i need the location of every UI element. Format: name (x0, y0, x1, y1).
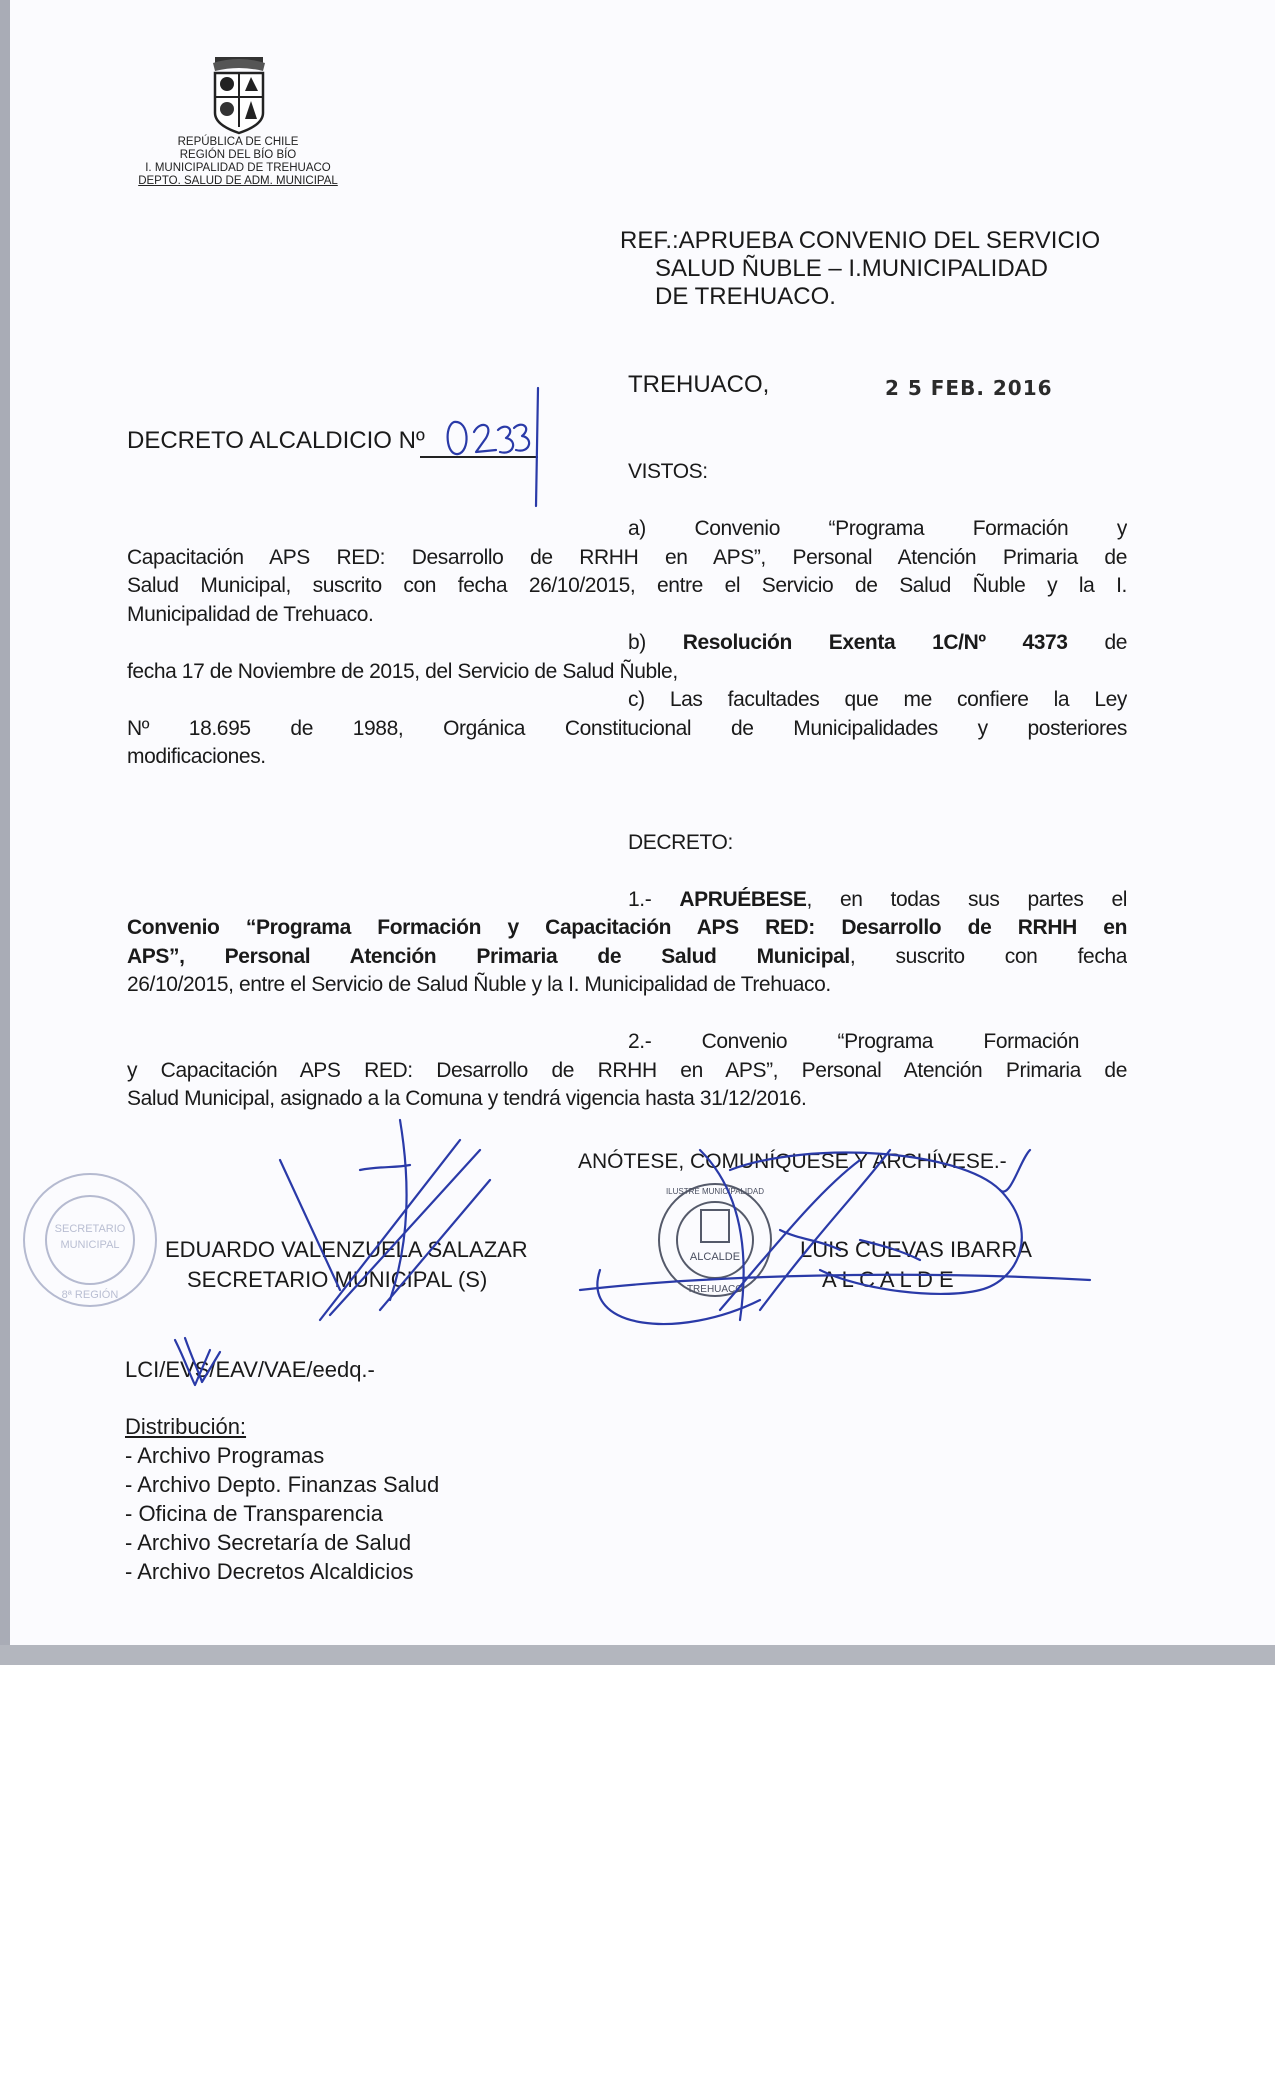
decreto-2-line: 2.- Convenio “Programa Formación (628, 1030, 1079, 1053)
decree-label: DECRETO ALCALDICIO Nº (127, 427, 425, 454)
secretary-seal-text: SECRETARIO (54, 1223, 126, 1235)
vistos-a-line: Capacitación APS RED: Desarrollo de RRHH en APS”, Personal Atención Primaria de (127, 545, 1127, 569)
decreto-heading: DECRETO: (628, 830, 733, 854)
mayor-name: LUIS CUEVAS IBARRA (800, 1237, 1032, 1262)
vistos-a-line: Salud Municipal, suscrito con fecha 26/10/2015, entre el Servicio de Salud Ñuble y la I. (127, 574, 1127, 597)
distribution-item: - Archivo Programas (125, 1443, 325, 1468)
vistos-c-line: c) Las facultades que me confiere la Ley (628, 688, 1127, 711)
mayor-seal-text: ILUSTRE MUNICIPALIDAD (665, 1187, 765, 1196)
mayor-title: A L C A L D E (822, 1267, 954, 1292)
typist-initials: LCI/EVS/EAV/VAE/eedq.- (125, 1357, 375, 1382)
date-stamp: 2 5 FEB. 2016 (885, 376, 1053, 400)
vistos-b-prefix: b) (628, 631, 646, 654)
secretary-seal-text: MUNICIPAL (60, 1239, 120, 1251)
decreto-1-line3-rest: , suscrito con fecha (849, 944, 1127, 968)
spacer (127, 857, 1127, 886)
decreto-1-convenio-title-cont: APS”, Personal Atención Primaria de Salud Municipal (127, 944, 850, 968)
decreto-1-line: 26/10/2015, entre el Servicio de Salud Ñuble y la I. Municipalidad de Trehuaco. (127, 973, 831, 996)
decreto-2-line: y Capacitación APS RED: Desarrollo de RRHH en APS”, Personal Atención Primaria de (127, 1058, 1127, 1082)
letterhead-line-municipality: I. MUNICIPALIDAD DE TREHUACO (145, 162, 331, 174)
secretary-seal-text: 8ª REGIÓN (61, 1289, 119, 1301)
reference-line-2: SALUD ÑUBLE – I.MUNICIPALIDAD (655, 255, 1048, 282)
secretary-seal-stamp (20, 1170, 160, 1310)
reference-line-3: DE TREHUACO. (655, 283, 836, 310)
decreto-1-convenio-title: Convenio “Programa Formación y Capacitación APS RED: Desarrollo de RRHH en (127, 916, 1127, 939)
distribution-heading: Distribución: (125, 1414, 247, 1439)
spacer (127, 772, 1127, 829)
decreto-2-line: Salud Municipal, asignado a la Comuna y tendrá vigencia hasta 31/12/2016. (127, 1087, 807, 1110)
mayor-seal-text: TREHUACO (686, 1284, 744, 1295)
spacer (127, 487, 1127, 516)
closing-formula: ANÓTESE, COMUNÍQUESE Y ARCHÍVESE.- (578, 1150, 1007, 1173)
vistos-b-suffix: de (1104, 631, 1127, 654)
secretary-signature (260, 1110, 500, 1340)
decreto-1-line (127, 886, 1127, 915)
secretary-title: SECRETARIO MUNICIPAL (S) (187, 1267, 488, 1292)
decreto-1-line (127, 943, 1127, 972)
decreto-1-approve: APRUÉBESE (679, 887, 807, 911)
letterhead-line-department: DEPTO. SALUD DE ADM. MUNICIPAL (138, 175, 338, 187)
place-label: TREHUACO, (628, 371, 770, 398)
vistos-a-line: a) Convenio “Programa Formación y (628, 517, 1127, 540)
vistos-c-line: Nº 18.695 de 1988, Orgánica Constitucional de Municipalidades y posteriores (127, 716, 1127, 740)
vistos-b-line: fecha 17 de Noviembre de 2015, del Servicio de Salud Ñuble, (127, 659, 678, 683)
distribution-item: - Oficina de Transparencia (125, 1501, 384, 1526)
scanner-edge-bottom (0, 1645, 1275, 1665)
scanner-edge-left (0, 0, 10, 1645)
distribution-item: - Archivo Secretaría de Salud (125, 1530, 412, 1555)
initials-check-mark (170, 1330, 230, 1390)
mayor-signature (560, 1130, 1100, 1350)
vistos-heading: VISTOS: (628, 460, 708, 483)
decreto-1-line (127, 914, 1127, 943)
letterhead-line-country: REPÚBLICA DE CHILE (177, 136, 299, 148)
mayor-seal-text: ALCALDE (689, 1251, 741, 1263)
distribution-item: - Archivo Decretos Alcaldicios (125, 1559, 414, 1584)
vistos-a-line: Municipalidad de Trehuaco. (127, 602, 374, 626)
vistos-c-line: modificaciones. (127, 745, 266, 768)
decree-body (127, 458, 1127, 1114)
decreto-1-rest: , en todas sus partes el (806, 887, 1127, 911)
distribution-item: - Archivo Depto. Finanzas Salud (125, 1472, 440, 1497)
vistos-b-line (127, 629, 1127, 658)
coat-of-arms-logo (205, 55, 273, 135)
reference-line-1: REF.:APRUEBA CONVENIO DEL SERVICIO (620, 227, 1101, 254)
secretary-name: EDUARDO VALENZUELA SALAZAR (165, 1237, 528, 1262)
vistos-b-resolution: Resolución Exenta 1C/Nº 4373 (682, 631, 1068, 654)
letterhead-line-region: REGIÓN DEL BÍO BÍO (179, 149, 297, 161)
decreto-1-prefix: 1.- (628, 887, 652, 911)
spacer (127, 1000, 1127, 1029)
